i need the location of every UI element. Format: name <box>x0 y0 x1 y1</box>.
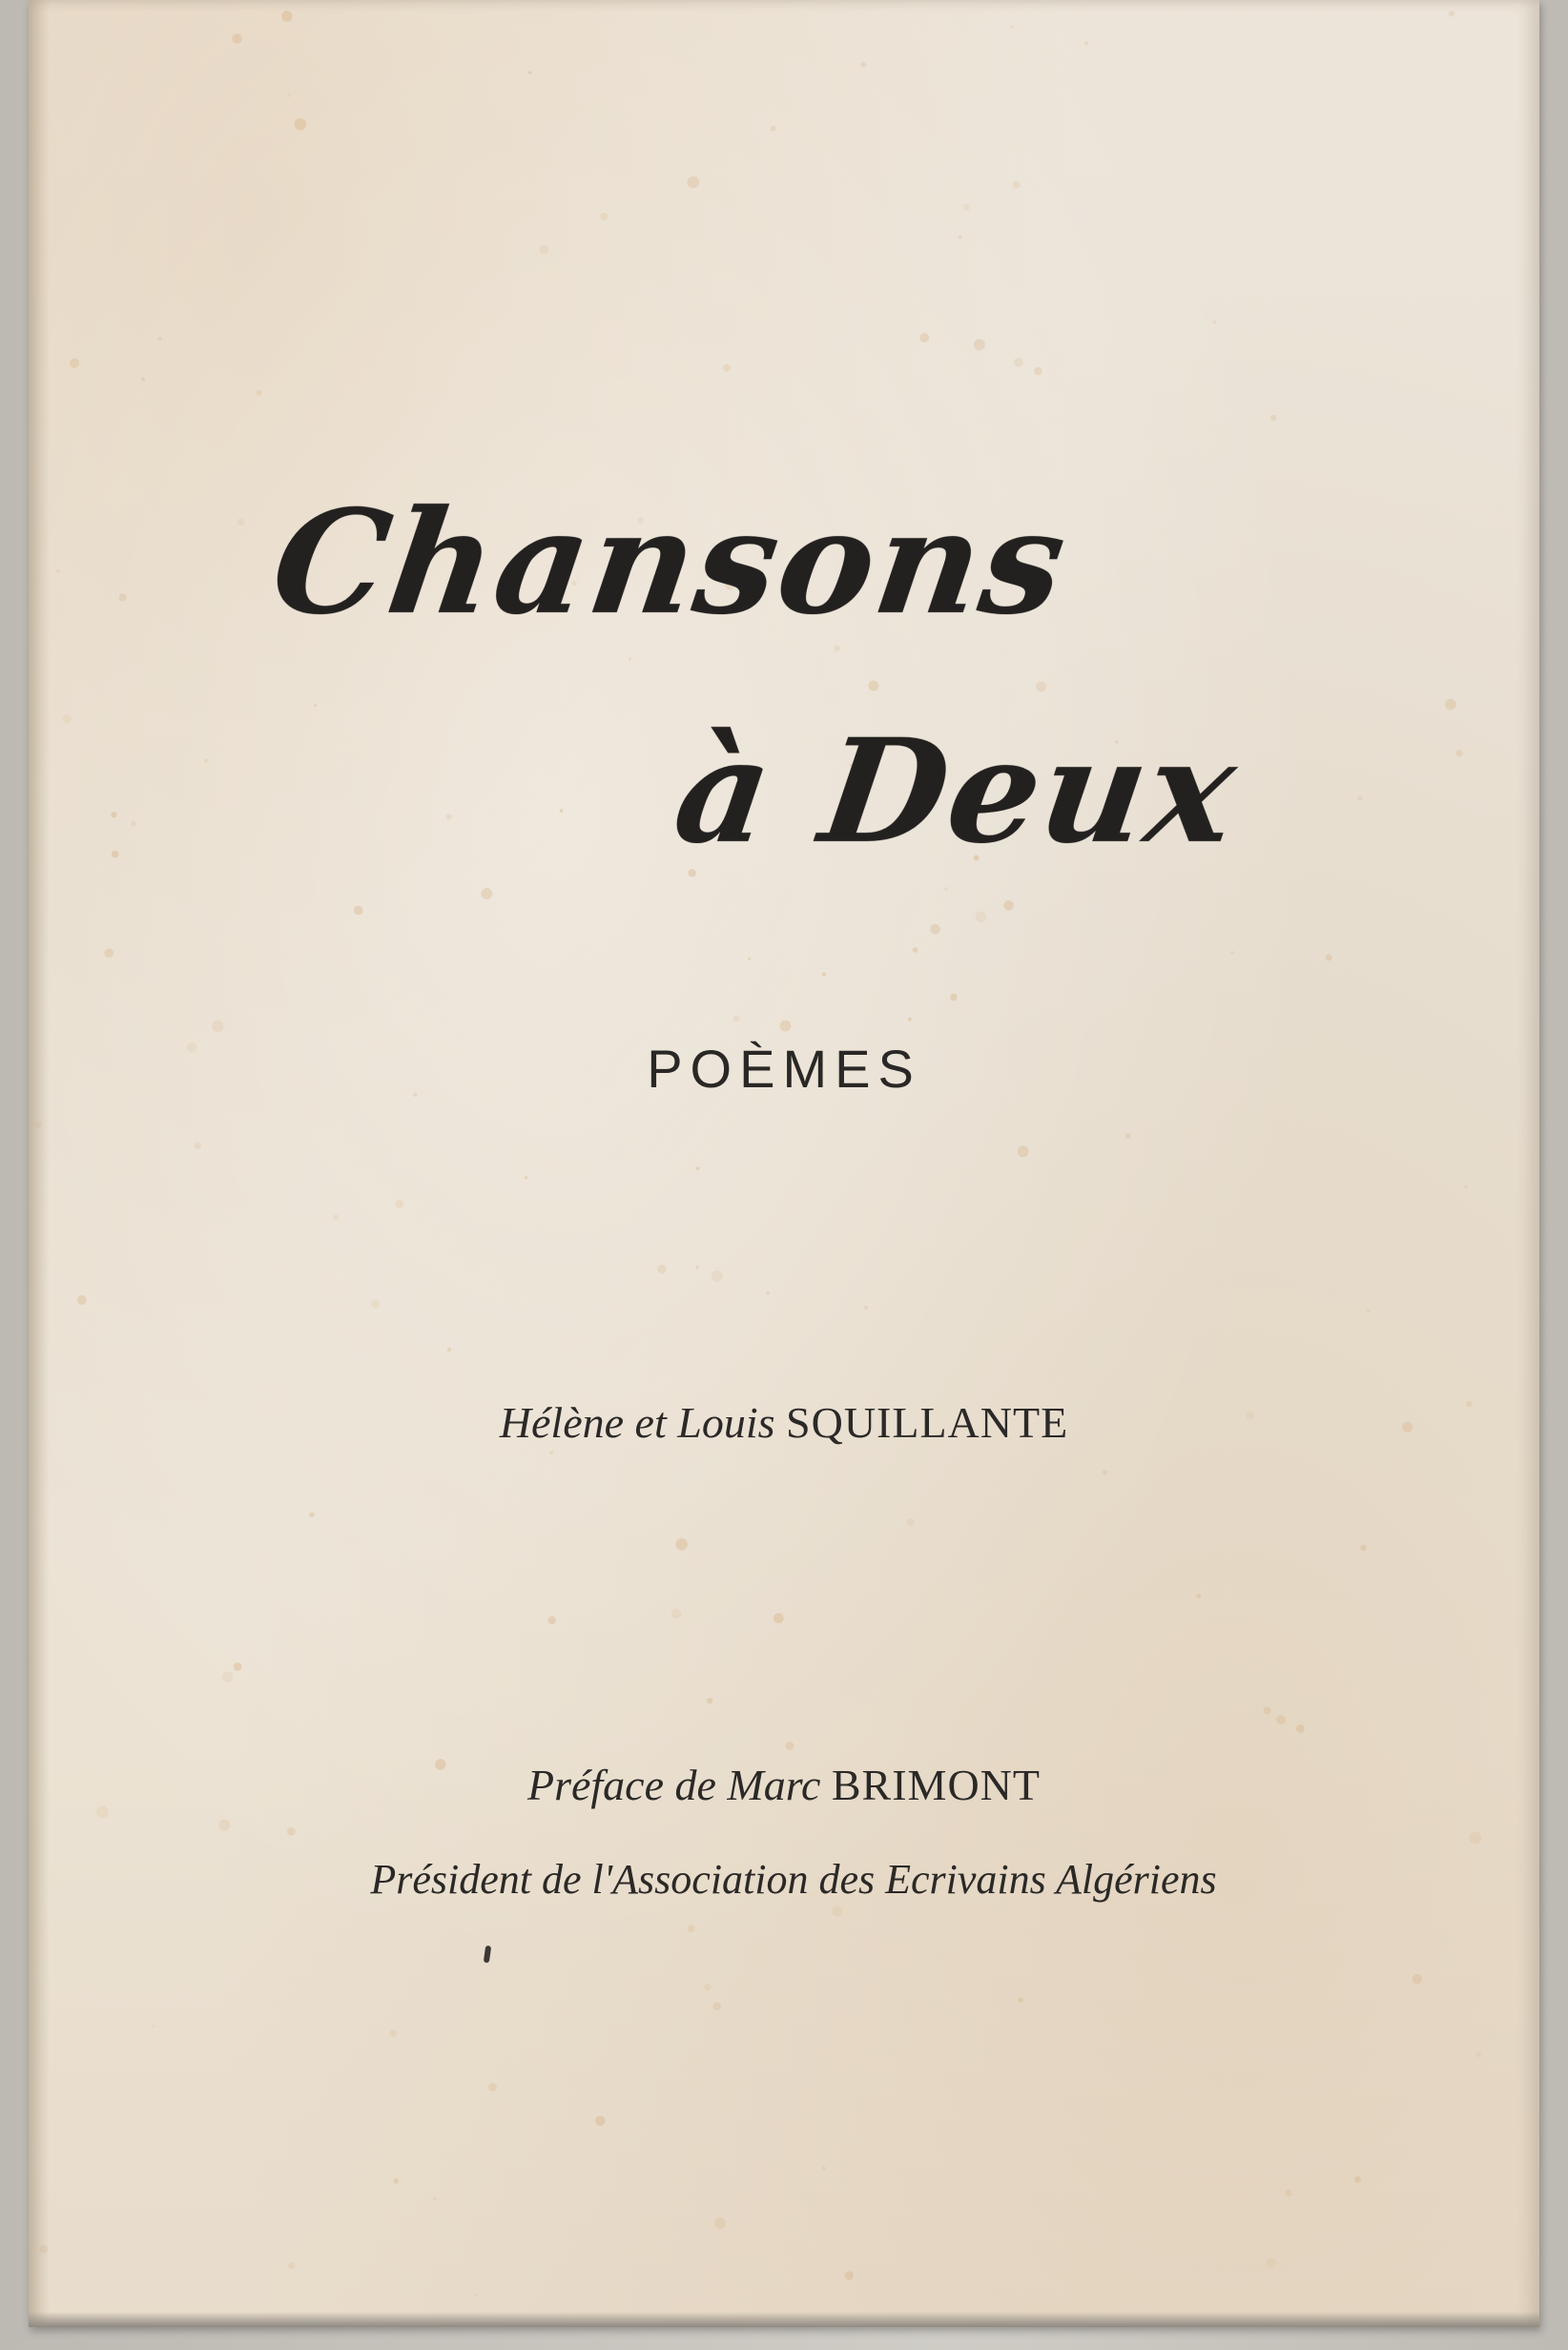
foxing-spot <box>688 1925 695 1932</box>
foxing-spot <box>525 1176 528 1180</box>
foxing-spot <box>1270 415 1276 421</box>
foxing-spot <box>281 10 292 21</box>
foxing-spot <box>56 569 60 573</box>
foxing-spot <box>687 176 699 189</box>
foxing-spot <box>371 1300 380 1309</box>
foxing-spot <box>257 390 262 396</box>
foxing-spot <box>832 1906 842 1916</box>
foxing-spot <box>152 2025 155 2029</box>
foxing-spot <box>822 2167 826 2171</box>
foxing-spot <box>944 887 948 891</box>
foxing-spot <box>786 1742 794 1750</box>
foxing-spot <box>234 1662 242 1671</box>
foxing-spot <box>389 2030 397 2037</box>
foxing-spot <box>712 2002 721 2010</box>
foxing-spot <box>1445 699 1456 711</box>
foxing-spot <box>1360 1545 1367 1552</box>
foxing-spot <box>919 333 929 342</box>
foxing-spot <box>733 1016 740 1022</box>
foxing-spot <box>447 1348 451 1351</box>
foxing-spot <box>766 1291 770 1295</box>
foxing-spot <box>774 1613 784 1623</box>
foxing-spot <box>1103 1470 1108 1475</box>
foxing-spot <box>748 958 751 960</box>
foxing-spot <box>1285 2190 1291 2196</box>
foxing-spot <box>1013 181 1021 189</box>
foxing-spot <box>723 364 731 372</box>
preface-prefix: Préface de Marc <box>526 1761 832 1809</box>
foxing-spot <box>488 2083 497 2092</box>
foxing-spot <box>976 912 986 922</box>
authors-line <box>29 1397 1539 1448</box>
foxing-spot <box>204 759 208 763</box>
foxing-spot <box>1354 2176 1361 2183</box>
foxing-spot <box>62 714 71 723</box>
foxing-spot <box>1003 900 1014 911</box>
foxing-spot <box>1212 320 1217 325</box>
president-line: Président de l'Association des Ecrivains Algériens <box>370 1856 1217 1903</box>
foxing-spot <box>1449 10 1455 16</box>
foxing-spot <box>1464 1185 1467 1188</box>
foxing-spot <box>864 1306 868 1309</box>
book-cover <box>29 0 1539 2327</box>
foxing-spot <box>974 339 985 350</box>
foxing-spot <box>481 888 492 899</box>
foxing-spot <box>1413 1974 1422 1984</box>
foxing-spot <box>1010 26 1013 29</box>
foxing-spot <box>714 2217 726 2229</box>
foxing-spot <box>157 337 161 340</box>
foxing-spot <box>395 1200 403 1208</box>
foxing-spot <box>704 1984 711 1990</box>
foxing-spot <box>1470 1832 1481 1844</box>
foxing-spot <box>600 213 608 220</box>
foxing-spot <box>671 1609 682 1619</box>
foxing-spot <box>1357 795 1362 800</box>
foxing-spot <box>70 359 79 368</box>
foxing-spot <box>629 658 631 661</box>
preface-line <box>29 1760 1539 1810</box>
foxing-spot <box>712 1270 723 1282</box>
foxing-spot <box>963 204 970 211</box>
foxing-spot <box>354 906 363 916</box>
author-surname: SQUILLANTE <box>786 1398 1069 1447</box>
foxing-spot <box>771 126 776 132</box>
author-first-names: Hélène et Louis <box>499 1398 775 1447</box>
foxing-spot <box>950 994 958 1001</box>
foxing-spot <box>112 851 119 858</box>
foxing-spot <box>212 1020 224 1033</box>
foxing-spot <box>1326 955 1332 961</box>
foxing-spot <box>314 704 317 707</box>
foxing-spot <box>696 1266 699 1268</box>
foxing-spot <box>77 1295 87 1305</box>
foxing-spot <box>195 1143 201 1149</box>
foxing-spot <box>959 236 962 239</box>
foxing-spot <box>560 809 564 813</box>
foxing-spot <box>309 1513 314 1517</box>
foxing-spot <box>696 1166 700 1170</box>
preface-surname: BRIMONT <box>831 1761 1041 1809</box>
title-line-1: Chansons <box>262 479 1078 647</box>
foxing-spot <box>1018 1145 1029 1157</box>
foxing-spot <box>288 2262 295 2269</box>
foxing-spot <box>528 71 532 74</box>
foxing-spot <box>539 245 548 255</box>
foxing-spot <box>1367 1309 1371 1312</box>
foxing-spot <box>1034 367 1042 376</box>
foxing-spot <box>394 2178 399 2183</box>
foxing-spot <box>287 93 291 97</box>
title-line-2: à Deux <box>665 708 1248 876</box>
foxing-spot <box>860 62 866 68</box>
bottom-edge <box>29 2312 1539 2327</box>
foxing-spot <box>1296 1724 1305 1733</box>
foxing-spot <box>822 973 826 977</box>
foxing-spot <box>1014 358 1023 367</box>
foxing-spot <box>845 2271 854 2279</box>
foxing-spot <box>131 821 135 826</box>
foxing-spot <box>1230 951 1234 955</box>
foxing-spot <box>475 2294 478 2297</box>
foxing-spot <box>868 681 878 691</box>
foxing-spot <box>333 1214 339 1220</box>
foxing-spot <box>1019 1997 1023 2002</box>
foxing-spot <box>907 1518 915 1526</box>
foxing-spot <box>446 814 452 819</box>
foxing-spot <box>1455 750 1462 756</box>
foxing-spot <box>707 1698 712 1703</box>
foxing-spot <box>1196 1594 1201 1598</box>
foxing-spot <box>1276 1715 1286 1724</box>
foxing-spot <box>547 1617 556 1625</box>
foxing-spot <box>549 1451 553 1454</box>
foxing-spots <box>29 0 1539 2327</box>
foxing-spot <box>232 33 241 43</box>
foxing-spot <box>222 1672 234 1683</box>
foxing-spot <box>104 949 113 959</box>
foxing-spot <box>1267 2257 1277 2268</box>
foxing-spot <box>295 118 306 130</box>
foxing-spot <box>908 1018 912 1021</box>
foxing-spot <box>675 1538 688 1551</box>
subtitle: POÈMES <box>647 1039 921 1099</box>
foxing-spot <box>119 593 127 601</box>
foxing-spot <box>111 812 116 817</box>
foxing-spot <box>141 378 145 381</box>
foxing-spot <box>1125 1133 1130 1138</box>
foxing-spot <box>1084 41 1088 45</box>
foxing-spot <box>218 1820 230 1831</box>
foxing-spot <box>780 1020 792 1032</box>
foxing-spot <box>930 924 940 935</box>
foxing-spot <box>657 1265 667 1274</box>
foxing-spot <box>434 2197 437 2200</box>
foxing-spot <box>1476 2052 1481 2057</box>
foxing-spot <box>1264 1707 1271 1715</box>
ink-mark <box>484 1946 491 1964</box>
foxing-spot <box>595 2116 606 2127</box>
spine-edge <box>29 0 50 2327</box>
foxing-spot <box>287 1827 296 1836</box>
foxing-spot <box>1036 682 1046 692</box>
foxing-spot <box>237 519 244 526</box>
foxing-spot <box>913 947 918 953</box>
